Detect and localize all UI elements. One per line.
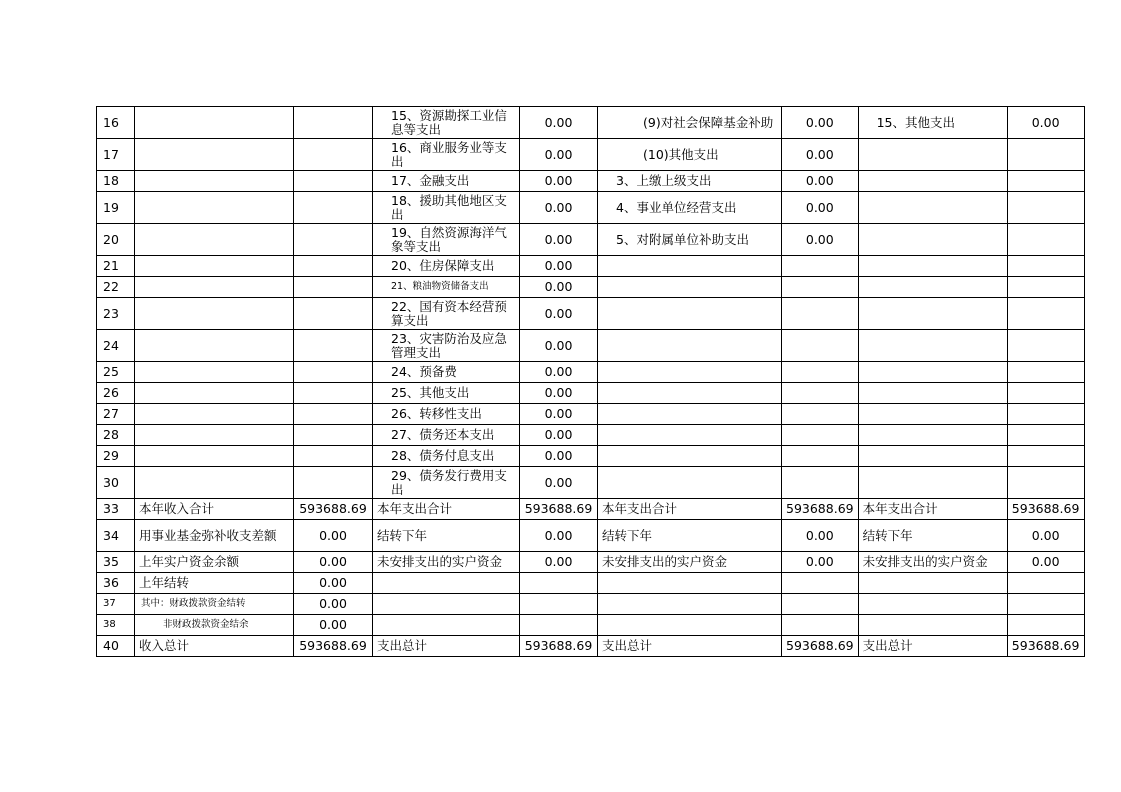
expense-amount-3: 0.00	[1007, 107, 1084, 139]
expense-item-3	[858, 192, 1007, 224]
expense-amount-2: 593688.69	[782, 499, 859, 520]
expense-amount-2	[782, 330, 859, 362]
expense-amount-3	[1007, 362, 1084, 383]
row-number: 23	[97, 298, 135, 330]
income-amount	[294, 425, 373, 446]
expense-amount: 0.00	[520, 425, 598, 446]
row-number: 17	[97, 139, 135, 171]
table-row	[97, 446, 1085, 467]
expense-amount: 0.00	[520, 467, 598, 499]
row-number: 21	[97, 256, 135, 277]
expense-item-3	[858, 446, 1007, 467]
expense-item-3	[858, 139, 1007, 171]
expense-item-3	[858, 594, 1007, 615]
expense-item-2	[598, 298, 782, 330]
expense-amount: 0.00	[520, 446, 598, 467]
expense-item-3	[858, 224, 1007, 256]
row-number: 22	[97, 277, 135, 298]
table-row-total	[97, 636, 1085, 657]
expense-item: 结转下年	[373, 520, 520, 552]
expense-amount-2: 0.00	[782, 224, 859, 256]
expense-item: 27、债务还本支出	[373, 425, 520, 446]
row-number: 30	[97, 467, 135, 499]
row-number: 33	[97, 499, 135, 520]
table-row	[97, 171, 1085, 192]
income-amount	[294, 383, 373, 404]
row-number: 20	[97, 224, 135, 256]
expense-item: 22、国有资本经营预算支出	[373, 298, 520, 330]
expense-amount: 0.00	[520, 298, 598, 330]
expense-amount: 0.00	[520, 139, 598, 171]
income-item: 收入总计	[135, 636, 294, 657]
expense-amount: 0.00	[520, 404, 598, 425]
expense-amount-2	[782, 467, 859, 499]
expense-item: 本年支出合计	[373, 499, 520, 520]
expense-amount-2: 0.00	[782, 107, 859, 139]
expense-item: 25、其他支出	[373, 383, 520, 404]
income-amount: 0.00	[294, 594, 373, 615]
table-row	[97, 573, 1085, 594]
expense-amount: 0.00	[520, 362, 598, 383]
expense-item: 19、自然资源海洋气象等支出	[373, 224, 520, 256]
table-row-subtotal	[97, 499, 1085, 520]
income-item	[135, 256, 294, 277]
income-amount	[294, 362, 373, 383]
expense-amount-3	[1007, 615, 1084, 636]
expense-item: 17、金融支出	[373, 171, 520, 192]
expense-item-2: (9)对社会保障基金补助	[598, 107, 782, 139]
expense-amount: 0.00	[520, 330, 598, 362]
expense-amount-3: 0.00	[1007, 520, 1084, 552]
row-number: 37	[97, 594, 135, 615]
expense-item-2: 3、上缴上级支出	[598, 171, 782, 192]
expense-amount-3: 593688.69	[1007, 499, 1084, 520]
table-row	[97, 107, 1085, 139]
table-row	[97, 277, 1085, 298]
expense-item-2: (10)其他支出	[598, 139, 782, 171]
expense-item-2: 5、对附属单位补助支出	[598, 224, 782, 256]
expense-amount-2: 0.00	[782, 520, 859, 552]
expense-amount-3	[1007, 573, 1084, 594]
expense-amount-3	[1007, 298, 1084, 330]
expense-item: 21、粮油物资储备支出	[373, 277, 520, 298]
expense-amount: 0.00	[520, 552, 598, 573]
row-number: 26	[97, 383, 135, 404]
expense-item-3	[858, 404, 1007, 425]
expense-amount-3	[1007, 224, 1084, 256]
expense-amount-2: 0.00	[782, 139, 859, 171]
table-row	[97, 404, 1085, 425]
expense-amount	[520, 615, 598, 636]
income-item	[135, 446, 294, 467]
expense-amount: 0.00	[520, 224, 598, 256]
expense-item	[373, 615, 520, 636]
expense-amount: 0.00	[520, 107, 598, 139]
row-number: 40	[97, 636, 135, 657]
table-row	[97, 224, 1085, 256]
expense-amount-2	[782, 383, 859, 404]
expense-item-3	[858, 256, 1007, 277]
expense-item-3: 结转下年	[858, 520, 1007, 552]
expense-item-2	[598, 594, 782, 615]
table-row	[97, 362, 1085, 383]
income-amount	[294, 107, 373, 139]
expense-amount-3: 0.00	[1007, 552, 1084, 573]
expense-amount	[520, 573, 598, 594]
income-amount	[294, 467, 373, 499]
expense-amount-2: 0.00	[782, 552, 859, 573]
income-amount	[294, 224, 373, 256]
expense-item: 29、债务发行费用支出	[373, 467, 520, 499]
expense-amount-2	[782, 298, 859, 330]
expense-item-2	[598, 256, 782, 277]
table-row	[97, 330, 1085, 362]
expense-item-3	[858, 383, 1007, 404]
expense-amount-2	[782, 573, 859, 594]
table-row	[97, 467, 1085, 499]
table-row	[97, 615, 1085, 636]
expense-amount-3	[1007, 594, 1084, 615]
expense-item-2	[598, 362, 782, 383]
income-amount	[294, 256, 373, 277]
row-number: 35	[97, 552, 135, 573]
table-row	[97, 256, 1085, 277]
expense-item-2	[598, 573, 782, 594]
expense-amount-3	[1007, 139, 1084, 171]
expense-amount-3	[1007, 330, 1084, 362]
expense-item-3	[858, 615, 1007, 636]
income-amount	[294, 446, 373, 467]
expense-item: 15、资源勘探工业信息等支出	[373, 107, 520, 139]
expense-amount-3	[1007, 256, 1084, 277]
income-item	[135, 224, 294, 256]
table-row	[97, 520, 1085, 552]
income-item	[135, 107, 294, 139]
expense-item-2	[598, 446, 782, 467]
expense-item-3	[858, 330, 1007, 362]
row-number: 19	[97, 192, 135, 224]
income-amount	[294, 139, 373, 171]
income-amount: 0.00	[294, 615, 373, 636]
expense-amount-3: 593688.69	[1007, 636, 1084, 657]
income-item	[135, 192, 294, 224]
income-amount	[294, 192, 373, 224]
expense-item-3: 支出总计	[858, 636, 1007, 657]
income-amount	[294, 330, 373, 362]
income-amount	[294, 171, 373, 192]
expense-amount-2	[782, 362, 859, 383]
table-row	[97, 139, 1085, 171]
table-row	[97, 192, 1085, 224]
expense-amount: 0.00	[520, 277, 598, 298]
expense-item-2	[598, 404, 782, 425]
expense-item: 支出总计	[373, 636, 520, 657]
income-amount	[294, 298, 373, 330]
income-item: 本年收入合计	[135, 499, 294, 520]
expense-amount-2	[782, 277, 859, 298]
expense-item-3	[858, 467, 1007, 499]
income-item	[135, 425, 294, 446]
expense-amount: 593688.69	[520, 636, 598, 657]
expense-item-2: 结转下年	[598, 520, 782, 552]
expense-item-3	[858, 277, 1007, 298]
expense-item: 18、援助其他地区支出	[373, 192, 520, 224]
expense-item: 26、转移性支出	[373, 404, 520, 425]
table-row	[97, 383, 1085, 404]
expense-amount-2	[782, 615, 859, 636]
income-amount	[294, 404, 373, 425]
expense-amount-2: 593688.69	[782, 636, 859, 657]
income-item	[135, 383, 294, 404]
row-number: 36	[97, 573, 135, 594]
income-amount: 593688.69	[294, 636, 373, 657]
income-item: 其中：财政拨款资金结转	[135, 594, 294, 615]
expense-item-3: 本年支出合计	[858, 499, 1007, 520]
expense-amount-3	[1007, 192, 1084, 224]
row-number: 34	[97, 520, 135, 552]
expense-item: 16、商业服务业等支出	[373, 139, 520, 171]
expense-item-2	[598, 330, 782, 362]
expense-item-2: 支出总计	[598, 636, 782, 657]
table-row	[97, 594, 1085, 615]
expense-amount: 593688.69	[520, 499, 598, 520]
table-row	[97, 552, 1085, 573]
income-item	[135, 362, 294, 383]
expense-item: 20、住房保障支出	[373, 256, 520, 277]
expense-amount: 0.00	[520, 383, 598, 404]
income-item: 非财政拨款资金结余	[135, 615, 294, 636]
expense-item-2	[598, 277, 782, 298]
income-amount	[294, 277, 373, 298]
row-number: 18	[97, 171, 135, 192]
table-row	[97, 298, 1085, 330]
income-item: 上年结转	[135, 573, 294, 594]
expense-amount-3	[1007, 404, 1084, 425]
table-row	[97, 425, 1085, 446]
income-item	[135, 298, 294, 330]
expense-amount-2: 0.00	[782, 171, 859, 192]
income-item	[135, 467, 294, 499]
expense-item-2	[598, 425, 782, 446]
row-number: 29	[97, 446, 135, 467]
expense-item: 23、灾害防治及应急管理支出	[373, 330, 520, 362]
expense-amount-2	[782, 446, 859, 467]
row-number: 27	[97, 404, 135, 425]
expense-amount: 0.00	[520, 520, 598, 552]
expense-item	[373, 573, 520, 594]
row-number: 16	[97, 107, 135, 139]
expense-item-3	[858, 298, 1007, 330]
expense-amount-3	[1007, 425, 1084, 446]
expense-item-3: 未安排支出的实户资金	[858, 552, 1007, 573]
income-item: 用事业基金弥补收支差额	[135, 520, 294, 552]
income-item	[135, 330, 294, 362]
income-item	[135, 277, 294, 298]
expense-item-2: 未安排支出的实户资金	[598, 552, 782, 573]
income-item	[135, 404, 294, 425]
expense-item-2: 4、事业单位经营支出	[598, 192, 782, 224]
income-item: 上年实户资金余额	[135, 552, 294, 573]
row-number: 24	[97, 330, 135, 362]
income-item	[135, 171, 294, 192]
expense-item-3	[858, 573, 1007, 594]
expense-item-3	[858, 425, 1007, 446]
expense-amount: 0.00	[520, 171, 598, 192]
expense-amount-2	[782, 425, 859, 446]
expense-amount: 0.00	[520, 256, 598, 277]
expense-item-2: 本年支出合计	[598, 499, 782, 520]
income-amount: 0.00	[294, 520, 373, 552]
expense-item-2	[598, 383, 782, 404]
budget-table	[96, 106, 1085, 657]
income-amount: 0.00	[294, 573, 373, 594]
row-number: 28	[97, 425, 135, 446]
expense-amount-2	[782, 256, 859, 277]
expense-item-3	[858, 362, 1007, 383]
income-item	[135, 139, 294, 171]
row-number: 38	[97, 615, 135, 636]
expense-item: 24、预备费	[373, 362, 520, 383]
expense-item: 未安排支出的实户资金	[373, 552, 520, 573]
expense-amount-3	[1007, 467, 1084, 499]
expense-amount-3	[1007, 383, 1084, 404]
row-number: 25	[97, 362, 135, 383]
income-amount: 593688.69	[294, 499, 373, 520]
expense-amount-3	[1007, 446, 1084, 467]
expense-amount-3	[1007, 277, 1084, 298]
expense-amount-2	[782, 404, 859, 425]
expense-amount	[520, 594, 598, 615]
expense-item-3	[858, 171, 1007, 192]
expense-item-2	[598, 467, 782, 499]
expense-item: 28、债务付息支出	[373, 446, 520, 467]
expense-item	[373, 594, 520, 615]
expense-amount-3	[1007, 171, 1084, 192]
income-amount: 0.00	[294, 552, 373, 573]
expense-item-2	[598, 615, 782, 636]
expense-amount-2: 0.00	[782, 192, 859, 224]
expense-amount: 0.00	[520, 192, 598, 224]
expense-amount-2	[782, 594, 859, 615]
expense-item-3: 15、其他支出	[858, 107, 1007, 139]
